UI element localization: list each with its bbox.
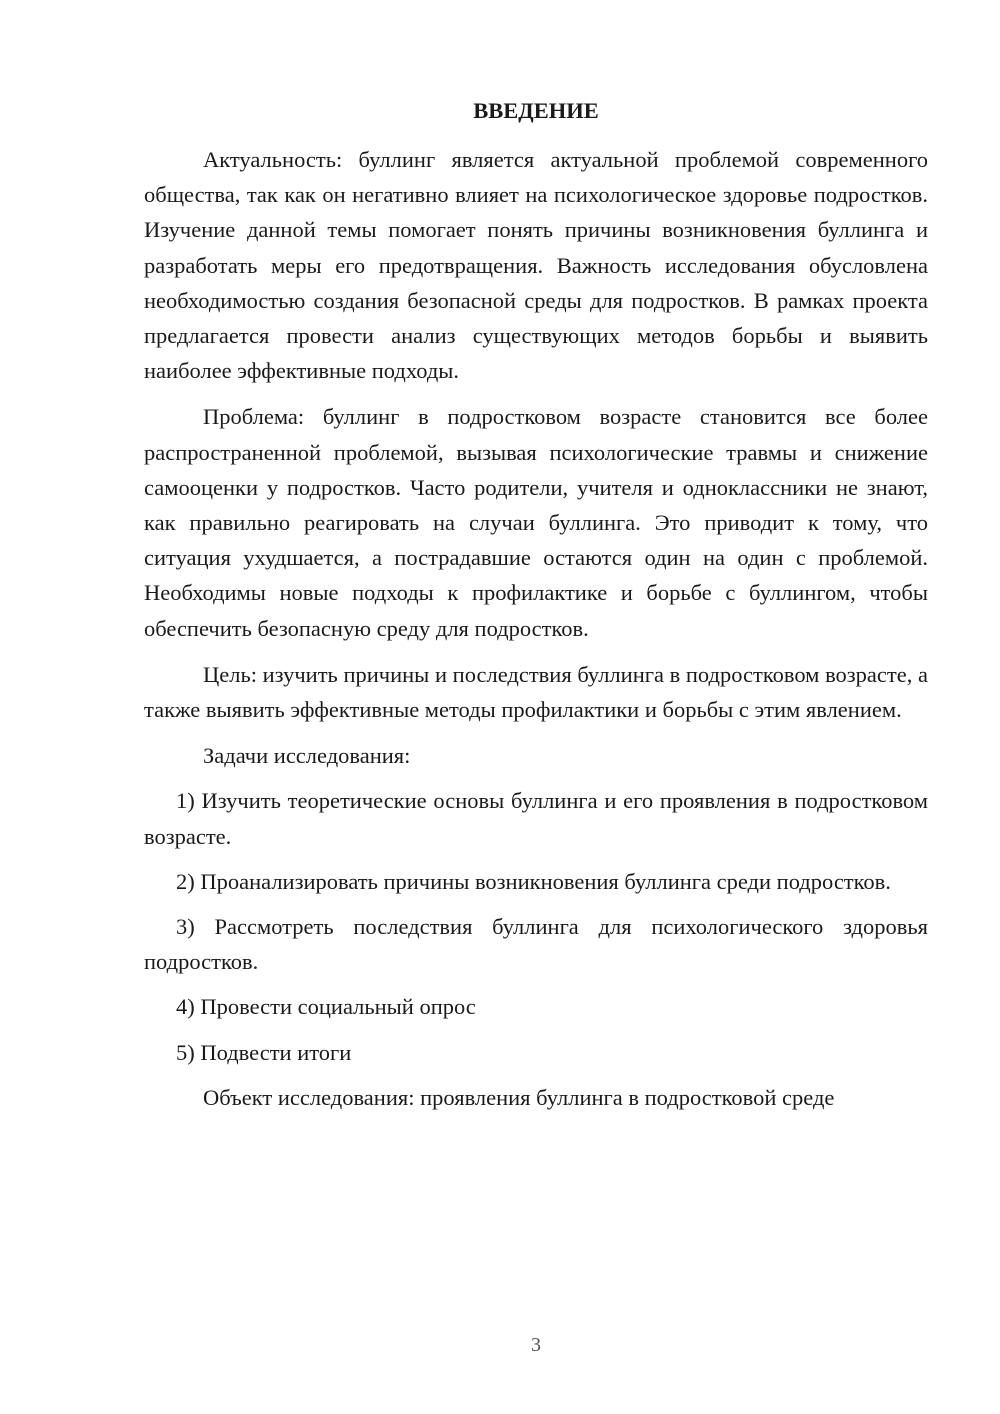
task-item-1: 1) Изучить теоретические основы буллинга и его проявления в подростковом возрасте.: [144, 788, 928, 849]
paragraph-problem: Проблема: буллинг в подростковом возрасте становится все более распространенной проблемой, вызывая психологические травмы и снижение самооценки у подростков. Часто родители, учителя и одноклассники не знают, как правильно реагировать на случаи буллинга. Это приводит к тому, что ситуация ухудшается, а пострадавшие остаются один на один с проблемой. Необходимы новые подходы к профилактике и борьбе с буллингом, чтобы обеспечить безопасную среду для подростков.: [144, 404, 928, 641]
section-heading: ВВЕДЕНИЕ: [473, 98, 599, 123]
tasks-heading: Задачи исследования:: [203, 743, 411, 769]
paragraph-object: Объект исследования: проявления буллинга в подростковой среде: [203, 1084, 835, 1110]
task-item-3: 3) Рассмотреть последствия буллинга для психологического здоровья подростков.: [144, 914, 928, 975]
page-number: 3: [531, 1334, 541, 1356]
task-item-5: 5) Подвести итоги: [176, 1039, 352, 1065]
task-item-4: 4) Провести социальный опрос: [176, 994, 476, 1020]
paragraph-goal: Цель: изучить причины и последствия буллинга в подростковом возрасте, а также выявить эффективные методы профилактики и борьбы с этим явлением.: [144, 661, 928, 723]
paragraph-relevance: Актуальность: буллинг является актуальной проблемой современного общества, так как он негативно влияет на психологическое здоровье подростков. Изучение данной темы помогает понять причины возникновения буллинга и разработать меры его предотвращения. Важность исследования обусловлена необходимостью создания безопасной среды для подростков. В рамках проекта предлагается провести анализ существующих методов борьбы и выявить наиболее эффективные подходы.: [144, 147, 928, 384]
task-item-2: 2) Проанализировать причины возникновения буллинга среди подростков.: [176, 868, 891, 894]
body-text: [144, 142, 928, 1126]
